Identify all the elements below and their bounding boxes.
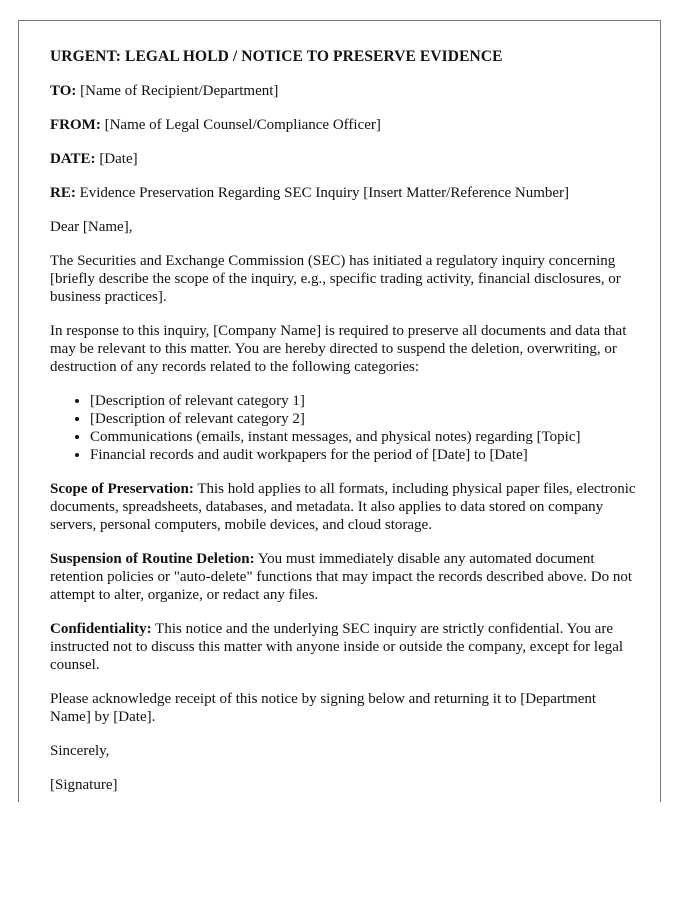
confidentiality-paragraph: [50, 620, 640, 674]
re-value: Evidence Preservation Regarding SEC Inquiry [Insert Matter/Reference Number]: [79, 185, 570, 201]
suspension-text: You must immediately disable any automated document retention policies or "auto-delete" functions that may impact the records described above. Do not attempt to alter, organize, or redact any files.: [50, 551, 633, 603]
scope-label: Scope of Preservation:: [50, 481, 194, 497]
list-item: • [Description of relevant category 2]: [90, 410, 640, 428]
list-item: • [Description of relevant category 1]: [90, 392, 640, 410]
closing: Sincerely,: [50, 743, 110, 759]
to-value: [Name of Recipient/Department]: [80, 83, 279, 99]
category-list: [50, 392, 640, 464]
date-label: DATE:: [50, 151, 96, 167]
suspension-paragraph: [50, 550, 640, 604]
document-title: URGENT: LEGAL HOLD / NOTICE TO PRESERVE EVIDENCE: [50, 48, 503, 65]
confidentiality-label: Confidentiality:: [50, 621, 152, 637]
paragraph-response: In response to this inquiry, [Company Name] is required to preserve all documents and data that may be relevant to this matter. You are hereby directed to suspend the deletion, overwriting, or destruction of any records related to the following categories:: [50, 323, 627, 375]
signature-placeholder: [Signature]: [50, 777, 118, 793]
suspension-label: Suspension of Routine Deletion:: [50, 551, 255, 567]
scope-text: This hold applies to all formats, including physical paper files, electronic documents, spreadsheets, databases, and metadata. It also applies to data stored on company servers, personal computers, mobile devices, and cloud storage.: [50, 481, 636, 533]
to-label: TO:: [50, 83, 77, 99]
document-page: [18, 20, 661, 802]
from-label: FROM:: [50, 117, 101, 133]
re-label: RE:: [50, 185, 76, 201]
salutation: Dear [Name],: [50, 219, 133, 235]
re-line: [50, 184, 640, 202]
date-line: [50, 150, 640, 168]
list-item: • Communications (emails, instant messages, and physical notes) regarding [Topic]: [90, 428, 640, 446]
confidentiality-text: This notice and the underlying SEC inquiry are strictly confidential. You are instructed not to discuss this matter with anyone inside or outside the company, except for legal counsel.: [50, 621, 624, 673]
document-body: [50, 48, 640, 810]
date-value: [Date]: [99, 151, 138, 167]
acknowledgment-paragraph: Please acknowledge receipt of this notice by signing below and returning it to [Department Name] by [Date].: [50, 691, 597, 725]
list-item: • Financial records and audit workpapers for the period of [Date] to [Date]: [90, 446, 640, 464]
paragraph-inquiry: The Securities and Exchange Commission (SEC) has initiated a regulatory inquiry concerning [briefly describe the scope of the inquiry, e.g., specific trading activity, financial disclosures, or business practices].: [50, 253, 621, 305]
from-line: [50, 116, 640, 134]
scope-paragraph: [50, 480, 640, 534]
to-line: [50, 82, 640, 100]
from-value: [Name of Legal Counsel/Compliance Officer]: [104, 117, 381, 133]
